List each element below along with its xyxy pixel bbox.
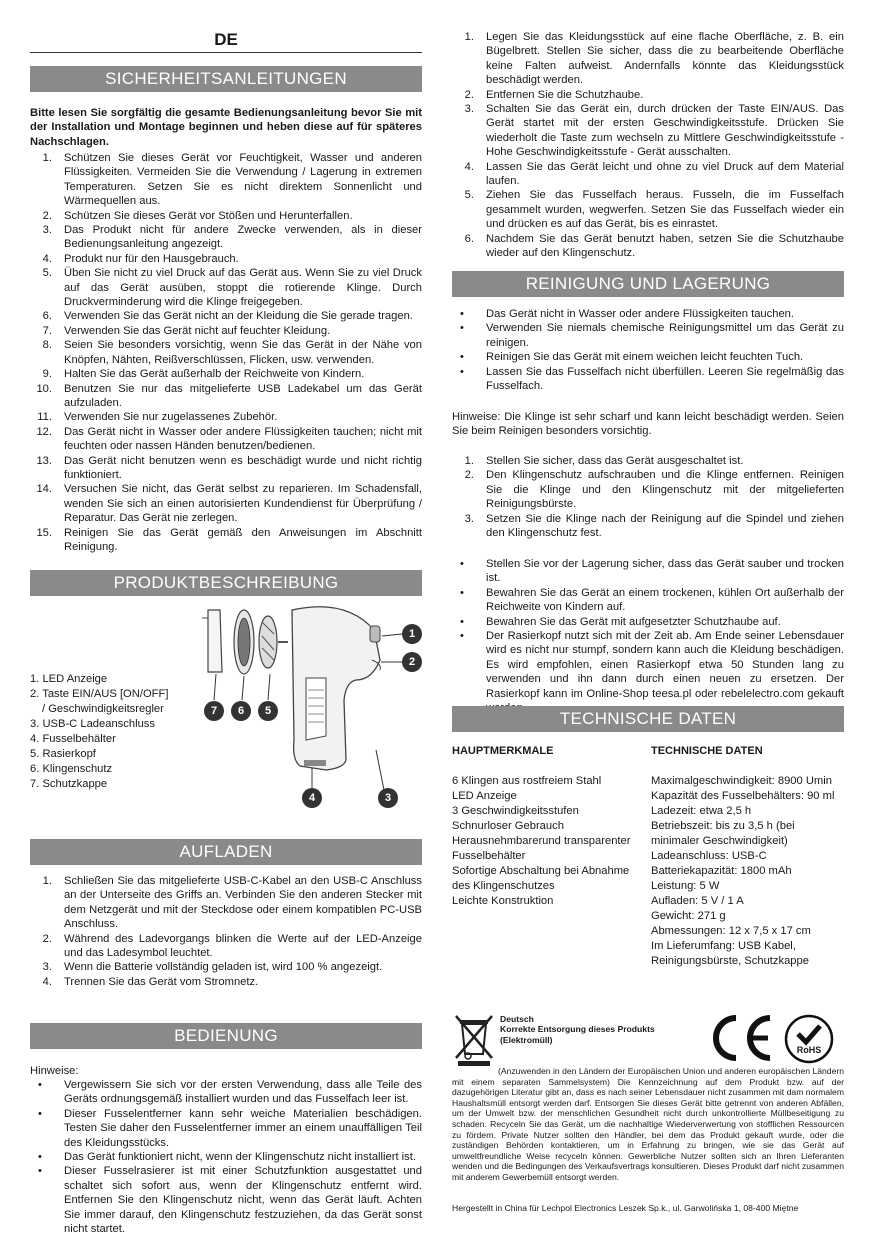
operation-note-item-text: Dieser Fusselrasierer ist mit einer Schutzfunktion ausgestattet und schaltet sich sofort aus, wenn der Klingenschutz entfernt wird. Entfernen Sie den Klingenschutz nicht, wenn das Gerät läuft. Achten Sie immer darauf, den Klingenschutz festzuziehen, da das Gerät sonst nicht startet. [64, 1165, 422, 1236]
bullet-icon: • [38, 1107, 42, 1120]
safety-item [30, 482, 422, 525]
operation-note-item [30, 1164, 422, 1236]
storage-item [452, 615, 844, 629]
operation-step-item [452, 188, 844, 231]
bullet-icon: • [460, 586, 464, 599]
safety-intro: Bitte lesen Sie sorgfältig die gesamte Bedienungsanleitung bevor Sie mit der Installation und Montage beginnen und heben diese auf für späteres Nachschlagen. [30, 107, 422, 148]
bullet-icon: • [460, 308, 464, 320]
charging-item-number: 2. [42, 932, 52, 945]
tech-section-title: TECHNISCHE DATEN [452, 706, 844, 732]
callout-1: 1 [402, 624, 422, 644]
bullet-icon: • [460, 365, 464, 378]
safety-item [30, 324, 422, 338]
part-item: 3. USB-C Ladeanschluss [30, 718, 155, 730]
callout-4: 4 [302, 788, 322, 808]
charging-item-number: 4. [42, 975, 52, 988]
safety-item [30, 454, 422, 483]
specs-list [651, 774, 851, 969]
safety-item-text: Produkt nur für den Hausgebrauch. [64, 252, 239, 265]
safety-item [30, 309, 422, 323]
storage-item [452, 557, 844, 586]
device-body-shape [292, 607, 380, 770]
charging-item-text: Wenn die Batterie vollständig geladen ist, wird 100 % angezeigt. [64, 961, 383, 974]
cleaning-step-item-text: Setzen Sie die Klinge nach der Reinigung auf die Spindel und ziehen den Klingenschutz fest. [486, 512, 844, 540]
storage-item [452, 629, 844, 715]
spec-item: Maximalgeschwindigkeit: 8900 Umin [651, 775, 832, 787]
safety-item-text: Üben Sie nicht zu viel Druck auf das Gerät aus. Wenn Sie zu viel Druck auf das Gerät ausüben, stoppt die rotierende Klinge. Durch Druckverminderung wird die Klinge freigegeben. [64, 267, 422, 309]
parts-list [30, 672, 210, 792]
safety-item-text: Benutzen Sie nur das mitgelieferte USB Ladekabel um das Gerät aufzuladen. [64, 382, 422, 409]
spec-item: Batteriekapazität: 1800 mAh [651, 865, 792, 877]
operation-note-item [30, 1078, 422, 1107]
cleaning-item-text: Verwenden Sie niemals chemische Reinigungsmittel um das Gerät zu reinigen. [486, 322, 844, 349]
storage-bullets [452, 557, 844, 715]
specs-header: TECHNISCHE DATEN [651, 745, 763, 757]
spec-item: Reinigungsbürste, Schutzkappe [651, 955, 809, 967]
operation-step-item-text: Ziehen Sie das Fusselfach heraus. Fusseln, die im Fusselfach gesammelt wurden, wegwerfen. Setzen Sie das Fusselfach wieder ein und drücken es auf das Gerät, bis es einrastet. [486, 189, 844, 231]
safety-item-text: Verwenden Sie das Gerät nicht auf feuchter Kleidung. [64, 324, 331, 337]
operation-note-item [30, 1150, 422, 1164]
charging-item-text: Trennen Sie das Gerät vom Stromnetz. [64, 975, 259, 988]
safety-item-text: Das Produkt nicht für andere Zwecke verwenden, als in dieser Bedienungsanleitung angezeigt. [64, 224, 422, 251]
manufacturer-line: Hergestellt in China für Lechpol Electronics Leszek Sp.k., ul. Garwolińska 1, 08-400 Miętne [452, 1203, 799, 1213]
feature-item: Herausnehmbarerund transparenter [452, 835, 631, 847]
spec-item: Ladeanschluss: USB-C [651, 850, 767, 862]
protective-cap-shape [208, 610, 222, 672]
charging-item [30, 874, 422, 932]
safety-item-text: Seien Sie besonders vorsichtig, wenn Sie das Gerät in der Nähe von Knöpfen, Nähten, Reißverschlüssen, Flicken, usw. verwenden. [64, 339, 422, 366]
operation-step-item [452, 88, 844, 102]
safety-item [30, 526, 422, 555]
part-item: 7. Schutzkappe [30, 778, 108, 790]
safety-item-text: Schützen Sie dieses Gerät vor Stößen und Herunterfallen. [64, 209, 353, 222]
cleaning-step-item [452, 454, 844, 468]
disposal-language: Deutsch [500, 1014, 534, 1024]
ce-mark-icon [706, 1012, 776, 1064]
operation-step-item [452, 160, 844, 189]
weee-bin-icon [454, 1014, 494, 1066]
safety-section-title: SICHERHEITSANLEITUNGEN [30, 66, 422, 92]
operation-step-item [452, 232, 844, 261]
spec-item: Abmessungen: 12 x 7,5 x 17 cm [651, 925, 811, 937]
spec-item: Kapazität des Fusselbehälters: 90 ml [651, 790, 835, 802]
operation-step-item-text: Entfernen Sie die Schutzhaube. [486, 88, 644, 101]
cleaning-item [452, 365, 844, 394]
disposal-heading: Korrekte Entsorgung dieses Produkts [500, 1024, 655, 1034]
safety-item-number: 5. [42, 267, 52, 280]
operation-note-item-text: Vergewissern Sie sich vor der ersten Verwendung, dass alle Teile des Geräts ordnungsgemäß installiert wurden und das Fusselfach leer ist. [64, 1079, 422, 1106]
cleaning-steps [452, 454, 844, 540]
feature-item: Leichte Konstruktion [452, 895, 554, 907]
operation-step-item-text: Schalten Sie das Gerät ein, durch drücken der Taste EIN/AUS. Das Gerät startet mit der ersten Geschwindigkeitsstufe. Drücken Sie wiederholt die Taste zum wechseln zu Mittlere Geschwindigkeitsstufe - Hohe Geschwindigkeitsstufe - Gerät ausschalten. [486, 103, 844, 159]
safety-item-number: 3. [42, 224, 52, 237]
safety-item-number: 13. [36, 454, 52, 467]
safety-item-number: 9. [42, 368, 52, 381]
safety-item [30, 367, 422, 381]
operation-step-item-text: Nachdem Sie das Gerät benutzt haben, setzen Sie die Schutzhaube wieder auf den Klingenschutz. [486, 232, 844, 260]
operation-note-item [30, 1107, 422, 1150]
rohs-mark-icon [784, 1014, 834, 1064]
cleaning-item [452, 321, 844, 350]
language-heading: DE [30, 30, 422, 53]
operation-note-item-text: Dieser Fusselentferner kann sehr weiche Materialien beschädigen. Testen Sie daher den Fusselentferner immer an einem unauffälligen Teil des Kleidungsstücks. [64, 1107, 422, 1149]
operation-step-item-number: 3. [464, 103, 474, 116]
feature-item: 6 Klingen aus rostfreiem Stahl [452, 775, 602, 787]
operation-step-item-text: Legen Sie das Kleidungsstück auf eine flache Oberfläche, z. B. ein Bügelbrett. Stellen Sie sicher, dass die zu bearbeitende Oberfläche keine Falten aufweist. Andernfalls könnte das Kleidungsstück beschädigt werden. [486, 31, 844, 87]
bullet-icon: • [460, 615, 464, 628]
safety-item-text: Schützen Sie dieses Gerät vor Feuchtigkeit, Wasser und anderen Flüssigkeiten. Vermeiden Sie die Verwendung / Lagerung in extremen Temperaturen. Setzen Sie es nicht direktem Sonnenlicht und Wärmequellen aus. [64, 152, 422, 208]
safety-item-text: Das Gerät nicht in Wasser oder andere Flüssigkeiten tauchen; nicht mit feuchten oder nassen Händen benutzen/bedienen. [64, 425, 422, 453]
cleaning-item-text: Das Gerät nicht in Wasser oder andere Flüssigkeiten tauchen. [486, 308, 795, 320]
charging-section-title: AUFLADEN [30, 839, 422, 865]
safety-list [30, 151, 422, 554]
safety-item [30, 266, 422, 309]
feature-item: Fusselbehälter [452, 850, 526, 862]
operation-note-item-text: Das Gerät funktioniert nicht, wenn der Klingenschutz nicht installiert ist. [64, 1151, 416, 1164]
disposal-subheading: (Elektromüll) [500, 1035, 553, 1045]
bullet-icon: • [460, 558, 464, 570]
callout-3: 3 [378, 788, 398, 808]
operation-step-item-number: 4. [464, 160, 474, 173]
cleaning-step-item [452, 468, 844, 511]
feature-item: des Klingenschutzes [452, 880, 555, 892]
callout-7: 7 [204, 701, 224, 721]
cleaning-step-item [452, 512, 844, 541]
safety-item-text: Das Gerät nicht benutzen wenn es beschädigt wurde und nicht richtig funktioniert. [64, 454, 422, 481]
cleaning-item [452, 350, 844, 364]
operation-note-label: Hinweise: [30, 1065, 79, 1077]
charging-list [30, 874, 422, 989]
safety-item [30, 209, 422, 223]
product-section-title: PRODUKTBESCHREIBUNG [30, 570, 422, 596]
safety-item [30, 252, 422, 266]
operation-step-item-text: Lassen Sie das Gerät leicht und ohne zu viel Druck auf dem Material laufen. [486, 160, 844, 188]
charging-item-number: 3. [42, 961, 52, 974]
charging-item-text: Während des Ladevorgangs blinken die Werte auf der LED-Anzeige und das Ladesymbol leuchtet. [64, 932, 422, 960]
spec-item: Im Lieferumfang: USB Kabel, [651, 940, 796, 952]
cleaning-step-item-number: 3. [464, 512, 474, 525]
cleaning-step-item-number: 2. [464, 469, 474, 482]
spec-item: Gewicht: 271 g [651, 910, 726, 922]
part-item: 2. Taste EIN/AUS [ON/OFF] [30, 688, 169, 700]
rohs-label: RoHS [796, 1045, 822, 1055]
callout-5: 5 [258, 701, 278, 721]
cleaning-step-item-text: Den Klingenschutz aufschrauben und die Klinge entfernen. Reinigen Sie die Klinge und den Klingenschutz mit der mitgelieferten Reinigungsbürste. [486, 469, 844, 511]
feature-item: Schnurloser Gebrauch [452, 820, 564, 832]
operation-step-item [452, 102, 844, 160]
operation-steps [452, 30, 844, 261]
cleaning-bullets [452, 307, 844, 393]
charging-item [30, 960, 422, 974]
storage-item-text: Der Rasierkopf nutzt sich mit der Zeit ab. Am Ende seiner Lebensdauer wird es nicht nur stumpf, sondern kann auch die Kleidung beschädigen. Es wird empfohlen, einen Rasierkopf etwa 50 Stunden lang zu verwenden und ihn dann durch einen neuen zu ersetzen. Der Rasierkopf kann im Online-Shop teesa.pl oder rebelelectro.com gekauft [486, 630, 844, 700]
spec-item: Betriebszeit: bis zu 3,5 h (bei [651, 820, 795, 832]
shaving-head-shape [259, 616, 277, 668]
operation-step-item-number: 5. [464, 189, 474, 202]
storage-item-text: Stellen Sie vor der Lagerung sicher, dass das Gerät sauber und trocken ist. [486, 558, 844, 585]
safety-item-number: 10. [36, 382, 52, 395]
bullet-icon: • [38, 1165, 42, 1178]
safety-item-number: 12. [36, 425, 52, 438]
bullet-icon: • [38, 1079, 42, 1091]
safety-item [30, 382, 422, 411]
safety-item-number: 11. [37, 411, 52, 424]
operation-bullets [30, 1078, 422, 1236]
safety-item-number: 8. [42, 339, 52, 352]
callout-2: 2 [402, 652, 422, 672]
safety-item-number: 14. [36, 483, 52, 496]
charging-item-text: Schließen Sie das mitgelieferte USB-C-Kabel an den USB-C Anschluss an der Unterseite des Griffs an. Verbinden Sie den anderen Stecker mit dem Netzgerät und mit der Steckdose oder einem kompatiblen PC-USB Anschluss. [64, 875, 422, 931]
features-list [452, 774, 652, 909]
storage-item [452, 586, 844, 615]
bullet-icon: • [460, 351, 464, 364]
safety-item [30, 151, 422, 209]
bullet-icon: • [38, 1151, 42, 1164]
safety-item [30, 425, 422, 454]
callout-6: 6 [231, 701, 251, 721]
operation-section-title: BEDIENUNG [30, 1023, 422, 1049]
part-item: 1. LED Anzeige [30, 673, 108, 685]
spec-item: minimaler Geschwindigkeit) [651, 835, 788, 847]
spec-item: Ladezeit: etwa 2,5 h [651, 805, 752, 817]
part-item: 5. Rasierkopf [30, 748, 96, 760]
charging-item [30, 932, 422, 961]
cleaning-item-text: Reinigen Sie das Gerät mit einem weichen leicht feuchten Tuch. [486, 351, 804, 364]
bullet-icon: • [460, 322, 464, 335]
cleaning-note: Hinweise: Die Klinge ist sehr scharf und kann leicht beschädigt werden. Seien Sie beim Reinigen besonders vorsichtig. [452, 411, 844, 438]
spec-item: Leistung: 5 W [651, 880, 720, 892]
safety-item-text: Verwenden Sie das Gerät nicht an der Kleidung die Sie gerade tragen. [64, 310, 413, 323]
operation-step-item-number: 1. [464, 31, 474, 43]
safety-item-number: 1. [42, 152, 52, 164]
part-item: 6. Klingenschutz [30, 763, 113, 775]
part-item: / Geschwindigkeitsregler [42, 703, 164, 715]
safety-item-number: 6. [42, 310, 52, 323]
cleaning-item [452, 307, 844, 321]
feature-item: Sofortige Abschaltung bei Abnahme [452, 865, 630, 877]
cleaning-item-text: Lassen Sie das Fusselfach nicht überfüllen. Leeren Sie regelmäßig das Fusselfach. [486, 365, 844, 393]
safety-item [30, 338, 422, 367]
part-item: 4. Fusselbehälter [30, 733, 116, 745]
cleaning-step-item-text: Stellen Sie sicher, dass das Gerät ausgeschaltet ist. [486, 455, 744, 467]
safety-item-number: 2. [42, 209, 52, 222]
safety-item-number: 4. [42, 252, 52, 265]
storage-item-text: Bewahren Sie das Gerät an einem trockenen, kühlen Ort außerhalb der Reichweite von Kindern auf. [486, 586, 844, 614]
operation-step-item [452, 30, 844, 88]
features-header: HAUPTMERKMALE [452, 745, 554, 757]
operation-step-item-number: 2. [464, 88, 474, 101]
spec-item: Aufladen: 5 V / 1 A [651, 895, 744, 907]
cleaning-step-item-number: 1. [464, 455, 474, 467]
safety-item [30, 410, 422, 424]
storage-item-text: Bewahren Sie das Gerät mit aufgesetzter Schutzhaube auf. [486, 615, 781, 628]
feature-item: LED Anzeige [452, 790, 517, 802]
safety-item-text: Reinigen Sie das Gerät gemäß den Anweisungen im Abschnitt Reinigung. [64, 526, 422, 553]
charging-item [30, 975, 422, 989]
safety-item-text: Verwenden Sie nur zugelassenes Zubehör. [64, 411, 278, 424]
bullet-icon: • [460, 630, 464, 643]
charging-item-number: 1. [42, 875, 52, 887]
safety-item-text: Halten Sie das Gerät außerhalb der Reichweite von Kindern. [64, 368, 365, 381]
safety-item-number: 15. [36, 526, 52, 539]
cleaning-section-title: REINIGUNG UND LAGERUNG [452, 271, 844, 297]
operation-step-item-number: 6. [464, 232, 474, 245]
feature-item: 3 Geschwindigkeitsstufen [452, 805, 579, 817]
safety-item [30, 223, 422, 252]
safety-item-text: Versuchen Sie nicht, das Gerät selbst zu reparieren. Im Schadensfall, wenden Sie sich an einen autorisierten Kundendienst für Überprüfung / Reparatur. Das Gerät nie zerlegen. [64, 483, 422, 525]
disposal-text: (Anzuwenden in den Ländern der Europäischen Union und anderen europäischen Ländern mit einem separaten Sammelsystem) Die Kennzeichnung auf dem Produkt bzw. auf der dazugehörigen Literatur gibt an, dass es nach seiner Lebensdauer nicht zusammen mit dam normalem Haushaltsmüll entsorgt werden darf. Entsorgen Sie dieses Gerät bitte getrennt von anderen Abfällen, um der Umwelt bzw. der menschlichen Gesundheit nicht durch unkontrollierte Müllbeseitigung zu schaden. Recyceln Sie das Gerät, um die nachhaltige Wiederverwertung von stofflichen Ressourcen zu fördern. Private Nutzer sollten den Händler, bei dem das Produkt gekauft wurde, oder die zuständigen Behörden kontaktieren, um in Erfahrung zu bringen, wie sie das Gerät auf umweltfreundliche Weise recyceln können. Gewerbliche Nutzer sollten sich an Ihren Lieferanten wenden und die Bedingungen des Verkaufsvertrags konsultieren. Dieses Produkt darf nicht zusammen mit anderem Gewerbemüll entsorgt werden. [452, 1066, 844, 1182]
safety-item-number: 7. [42, 324, 52, 337]
